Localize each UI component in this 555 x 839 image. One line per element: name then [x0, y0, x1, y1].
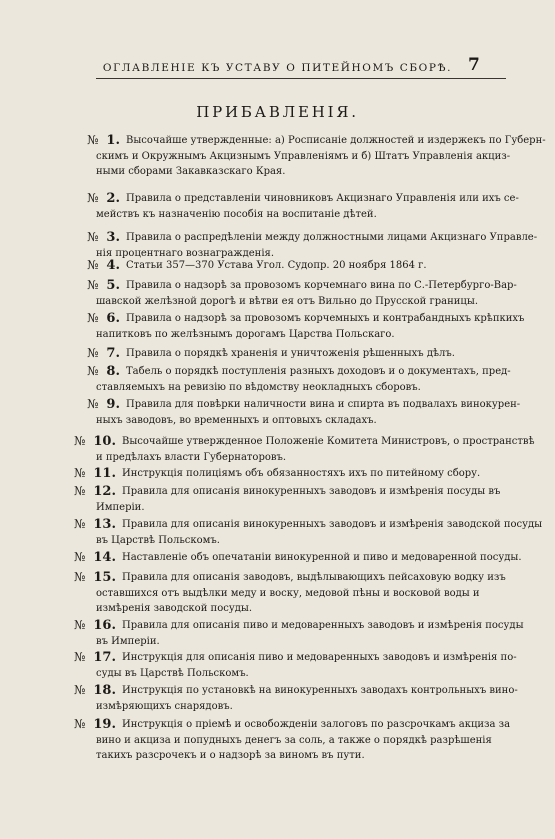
- entry-number-value: 8.: [106, 364, 120, 379]
- entry-text: [122, 466, 481, 482]
- number-sign: №: [74, 550, 86, 564]
- entry-number: [38, 311, 120, 326]
- entry-line: Правила для повѣрки наличности вина и спирта въ подвалахъ винокурен-: [126, 399, 521, 410]
- entry-number-value: 14.: [93, 550, 116, 565]
- entry-number-value: 11.: [93, 466, 116, 481]
- entry-number-value: 2.: [106, 191, 120, 206]
- entry-line: Имперіи.: [96, 501, 145, 513]
- entry-text: [126, 346, 472, 362]
- entry-number: [34, 618, 116, 633]
- entry-line: Инструкція по установкѣ на винокуренныхъ заводахъ контрольныхъ вино-: [122, 685, 518, 696]
- entry-text: [96, 311, 525, 342]
- page-number: 7: [468, 55, 480, 75]
- number-sign: №: [74, 650, 86, 664]
- entry-line: нія процентнаго вознагражденія.: [96, 247, 275, 259]
- entry-number-value: 16.: [93, 618, 116, 633]
- entry-line: измѣренія заводской посуды.: [96, 603, 253, 614]
- number-sign: №: [87, 133, 99, 147]
- running-head: ОГЛАВЛЕНІЕ КЪ УСТАВУ О ПИТЕЙНОМЪ СБОРѢ.: [102, 62, 453, 74]
- entry-number: [34, 466, 116, 481]
- number-sign: №: [87, 230, 99, 244]
- entry-line: Правила для описанія заводовъ, выдѣлывающихъ пейсаховую водку изъ: [122, 572, 506, 583]
- entry-line: оставшихся отъ выдѣлки меду и воску, медовой пѣны и восковой воды и: [96, 587, 480, 599]
- entry-line: вино и акциза и попудныхъ денегъ за соль, а также о порядкѣ разрѣшенія: [96, 734, 492, 746]
- number-sign: №: [74, 570, 86, 584]
- entry-text: [126, 258, 472, 274]
- entry-text: [122, 550, 522, 566]
- number-sign: №: [87, 364, 99, 378]
- entry-line: напитковъ по желѣзнымъ дорогамъ Царства Польскаго.: [96, 328, 395, 340]
- entry-text: [96, 191, 519, 222]
- entry-text: [96, 133, 546, 180]
- number-sign: №: [87, 258, 99, 272]
- number-sign: №: [87, 311, 99, 325]
- entry-number-value: 15.: [93, 570, 116, 585]
- entry-number-value: 6.: [106, 311, 120, 326]
- entry-line: Правила для описанія винокуренныхъ заводовъ и измѣренія посуды въ: [122, 486, 501, 497]
- entry-line: въ Имперіи.: [96, 635, 160, 647]
- entry-text: [96, 230, 538, 261]
- entry-number-value: 10.: [93, 434, 116, 449]
- entry-number: [34, 550, 116, 565]
- entry-line: Высочайше утвержденное Положеніе Комитета Министровъ, о пространствѣ: [122, 436, 535, 447]
- entry-number: [34, 484, 116, 499]
- entry-line: Правила о надзорѣ за провозомъ корчемныхъ и контрабандныхъ крѣпкихъ: [126, 313, 525, 324]
- entry-number: [34, 570, 116, 585]
- number-sign: №: [87, 397, 99, 411]
- entry-line: ныхъ заводовъ, во временныхъ и оптовыхъ складахъ.: [96, 414, 377, 426]
- entry-number: [38, 191, 120, 206]
- entry-number: [34, 683, 116, 698]
- entry-line: шавской желѣзной дорогѣ и вѣтви ея отъ Вильно до Прусской границы.: [96, 295, 478, 307]
- entry-line: суды въ Царствѣ Польскомъ.: [96, 667, 249, 679]
- entry-line: Инструкція о пріемѣ и освобожденіи залоговъ по разсрочкамъ акциза за: [122, 719, 511, 730]
- entry-number-value: 17.: [93, 650, 116, 665]
- number-sign: №: [74, 434, 86, 448]
- entry-line: въ Царствѣ Польскомъ.: [96, 534, 220, 546]
- entry-number: [34, 650, 116, 665]
- number-sign: №: [87, 278, 99, 292]
- entry-number: [38, 364, 120, 379]
- entry-line: Правила о порядкѣ храненія и уничтоженія рѣшенныхъ дѣлъ.: [126, 348, 455, 359]
- entry-text: [96, 397, 521, 428]
- entry-line: и предѣлахъ власти Губернаторовъ.: [96, 451, 287, 463]
- entry-number-value: 19.: [93, 717, 116, 732]
- number-sign: №: [87, 191, 99, 205]
- header-rule: [96, 78, 506, 79]
- entry-line: ставляемыхъ на ревизію по вѣдомству неокладныхъ сборовъ.: [96, 381, 421, 393]
- entry-line: Правила для описанія пиво и медоваренныхъ заводовъ и измѣренія посуды: [122, 620, 524, 631]
- entry-line: Инструкція полиціямъ объ обязанностяхъ ихъ по питейному сбору.: [122, 468, 481, 479]
- entry-number-value: 1.: [106, 133, 120, 148]
- entry-number: [38, 133, 120, 148]
- entry-number: [38, 397, 120, 412]
- entry-number-value: 5.: [106, 278, 120, 293]
- number-sign: №: [74, 618, 86, 632]
- entry-number-value: 9.: [106, 397, 120, 412]
- entry-number-value: 13.: [93, 517, 116, 532]
- entry-number-value: 18.: [93, 683, 116, 698]
- entry-line: ными сборами Закавказскаго Края.: [96, 166, 286, 177]
- entry-line: Инструкція для описанія пиво и медоваренныхъ заводовъ и измѣренія по-: [122, 652, 517, 663]
- entry-number: [34, 517, 116, 532]
- entry-line: Правила о надзорѣ за провозомъ корчемнаго вина по С.-Петербурго-Вар-: [126, 280, 517, 291]
- entry-line: Статьи 357—370 Устава Угол. Судопр. 20 ноября 1864 г.: [126, 260, 427, 271]
- entry-number: [38, 230, 120, 245]
- section-title: ПРИБАВЛЕНІЯ.: [196, 103, 359, 121]
- entry-number: [38, 346, 120, 361]
- entry-number: [38, 258, 120, 273]
- entry-line: такихъ разсрочекъ и о надзорѣ за виномъ въ пути.: [96, 750, 365, 761]
- number-sign: №: [74, 517, 86, 531]
- entry-line: Правила для описанія винокуренныхъ заводовъ и измѣренія заводской посуды: [122, 519, 543, 530]
- entry-line: Наставленіе объ опечатаніи винокуренной и пиво и медоваренной посуды.: [122, 552, 522, 563]
- entry-number-value: 3.: [106, 230, 120, 245]
- entry-number: [38, 278, 120, 293]
- entry-line: Высочайше утвержденные: а) Росписаніе должностей и издержекъ по Губерн-: [126, 135, 546, 146]
- entry-number: [34, 717, 116, 732]
- entry-line: мействъ къ назначенію пособія на воспитаніе дѣтей.: [96, 208, 377, 220]
- number-sign: №: [74, 683, 86, 697]
- entry-number: [34, 434, 116, 449]
- entry-number-value: 7.: [106, 346, 120, 361]
- entry-line: Табель о порядкѣ поступленія разныхъ доходовъ и о документахъ, пред-: [126, 366, 511, 377]
- entry-line: Правила о распредѣленіи между должностными лицами Акцизнаго Управле-: [126, 232, 538, 243]
- number-sign: №: [74, 466, 86, 480]
- number-sign: №: [74, 484, 86, 498]
- number-sign: №: [87, 346, 99, 360]
- entry-line: Правила о представленіи чиновниковъ Акцизнаго Управленія или ихъ се-: [126, 193, 519, 204]
- entry-number-value: 4.: [106, 258, 120, 273]
- entry-number-value: 12.: [93, 484, 116, 499]
- entry-line: скимъ и Окружнымъ Акцизнымъ Управленіямъ и б) Штатъ Управленія акциз-: [96, 150, 511, 162]
- entry-text: [96, 364, 511, 395]
- entry-line: измѣряющихъ снарядовъ.: [96, 700, 233, 712]
- entry-text: [96, 278, 517, 309]
- number-sign: №: [74, 717, 86, 731]
